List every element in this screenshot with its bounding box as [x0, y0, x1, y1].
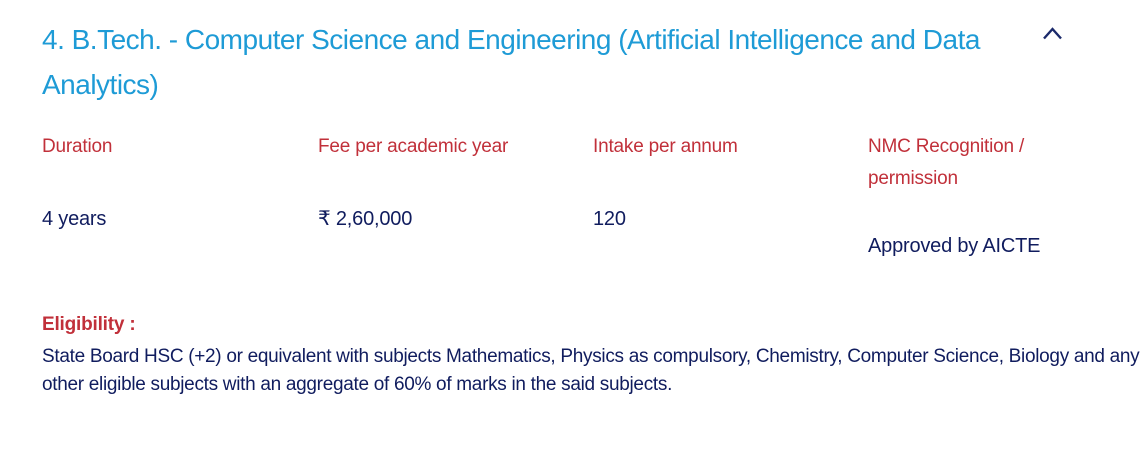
collapse-chevron-icon[interactable] [1042, 27, 1063, 40]
program-title [42, 17, 1144, 107]
eligibility-label: Eligibility : [42, 314, 136, 335]
column-header-recognition: NMC Recognition / permission [868, 136, 1025, 189]
column-header-intake: Intake per annum [593, 136, 738, 157]
program-title-line2: Analytics) [42, 69, 159, 100]
program-info-table [42, 131, 1144, 262]
column-header-duration: Duration [42, 136, 113, 157]
value-fee: ₹ 2,60,000 [318, 208, 413, 230]
eligibility-section [42, 311, 1144, 399]
column-header-fee: Fee per academic year [318, 136, 509, 157]
value-recognition: Approved by AICTE [868, 235, 1041, 257]
value-duration: 4 years [42, 208, 107, 230]
value-intake: 120 [593, 208, 626, 230]
eligibility-text: State Board HSC (+2) or equivalent with subjects Mathematics, Physics as compulsory, Chemistry, Computer Science, Biology and any other eligible subjects with an aggregate of 60% of marks in the said subjects. [42, 346, 1140, 395]
program-title-line1: 4. B.Tech. - Computer Science and Engineering (Artificial Intelligence and Data [42, 24, 980, 55]
